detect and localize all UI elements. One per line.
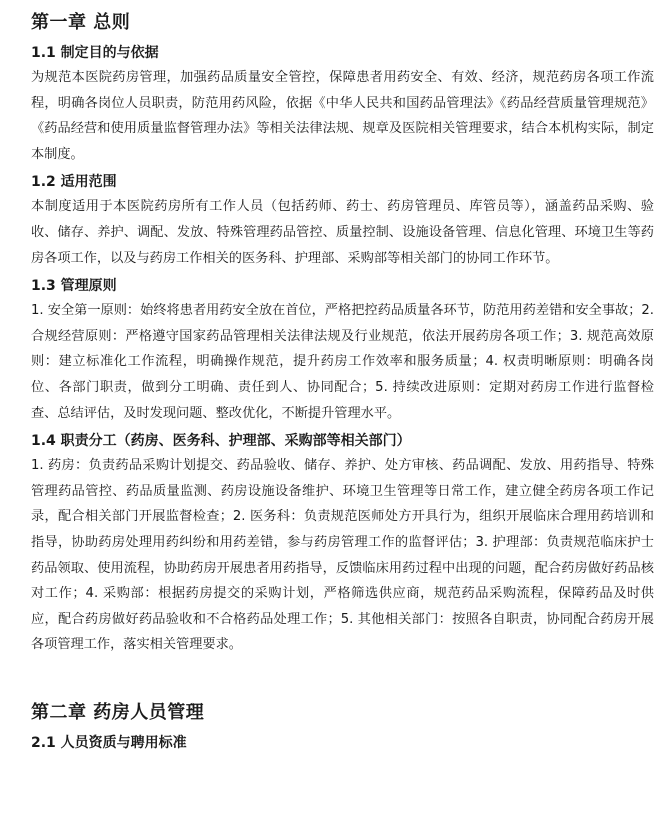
section-1-3-heading: 1.3 管理原则 bbox=[31, 278, 117, 295]
section-1-1-heading: 1.1 制定目的与依据 bbox=[31, 45, 159, 61]
section-1-2-text: 本制度适用于本医院药房所有工作人员（包括药师、药士、药房管理员、库管员等），涵盖药品采购、验收、储存、养护、调配、发放、特殊管理药品管控、质量控制、设施设备管理、信息化管理、环境卫生等药房各项工作，以及与药房工作相关的医务科、护理部、采购部等相关部门的协同工作环节。 bbox=[31, 199, 654, 266]
section-2-1-heading: 2.1 人员资质与聘用标准 bbox=[31, 734, 187, 751]
chapter-2-title: 第二章 药房人员管理 bbox=[31, 701, 205, 723]
section-1-4-heading: 1.4 职责分工（药房、医务科、护理部、采购部等相关部门） bbox=[31, 433, 411, 450]
section-1-2-heading: 1.2 适用范围 bbox=[31, 174, 117, 191]
section-1-4-text: 1. 药房：负责药品采购计划提交、药品验收、储存、养护、处方审核、药品调配、发放、用药指导、特殊管理药品管控、药品质量监测、药房设施设备维护、环境卫生管理等日常工作，建立健全药房各项工作记录，配合相关部门开展监督检查；2. 医务科：负责规范医师处方开具行为，组织开展临床合理用药培训和指导，协助药房处理用药纠纷和用药差错，参与药房管理工作的监督评估；3. 护理部：负责规范临床护士药品领取、使用流程，协助药房开展患者用药指导，反馈临床用药过程中出现的问题，配合药房做好药品核对工作；4. 采购部：根据药房提交的采购计划，严格筛选供应商，规范药品采购流程，保障药品及时供应，配合药房做好药品验收和不合格药品处理工作；5. 其他相关部门：按照各自职责，协同配合药房开展各项管理工作，落实相关管理要求。 bbox=[31, 458, 654, 653]
section-1-3-text: 1. 安全第一原则：始终将患者用药安全放在首位，严格把控药品质量各环节，防范用药差错和安全事故；2. 合规经营原则：严格遵守国家药品管理相关法律法规及行业规范，依法开展药房各项工作；3. 规范高效原则：建立标准化工作流程，明确操作规范，提升药房工作效率和服务质量；4. 权责明晰原则：明确各岗位、各部门职责，做到分工明确、责任到人、协同配合；5. 持续改进原则：定期对药房工作进行监督检查、总结评估，及时发现问题、整改优化，不断提升管理水平。 bbox=[31, 303, 654, 421]
chapter-1-title: 第一章 总则 bbox=[31, 12, 131, 33]
chapter-spacer bbox=[31, 658, 654, 698]
section-1-1-text: 为规范本医院药房管理，加强药品质量安全管控，保障患者用药安全、有效、经济，规范药房各项工作流程，明确各岗位人员职责，防范用药风险，依据《中华人民共和国药品管理法》《药品经营质量管理规范》《药品经营和使用质量监督管理办法》等相关法律法规、规章及医院相关管理要求，结合本机构实际，制定本制度。 bbox=[31, 70, 654, 162]
